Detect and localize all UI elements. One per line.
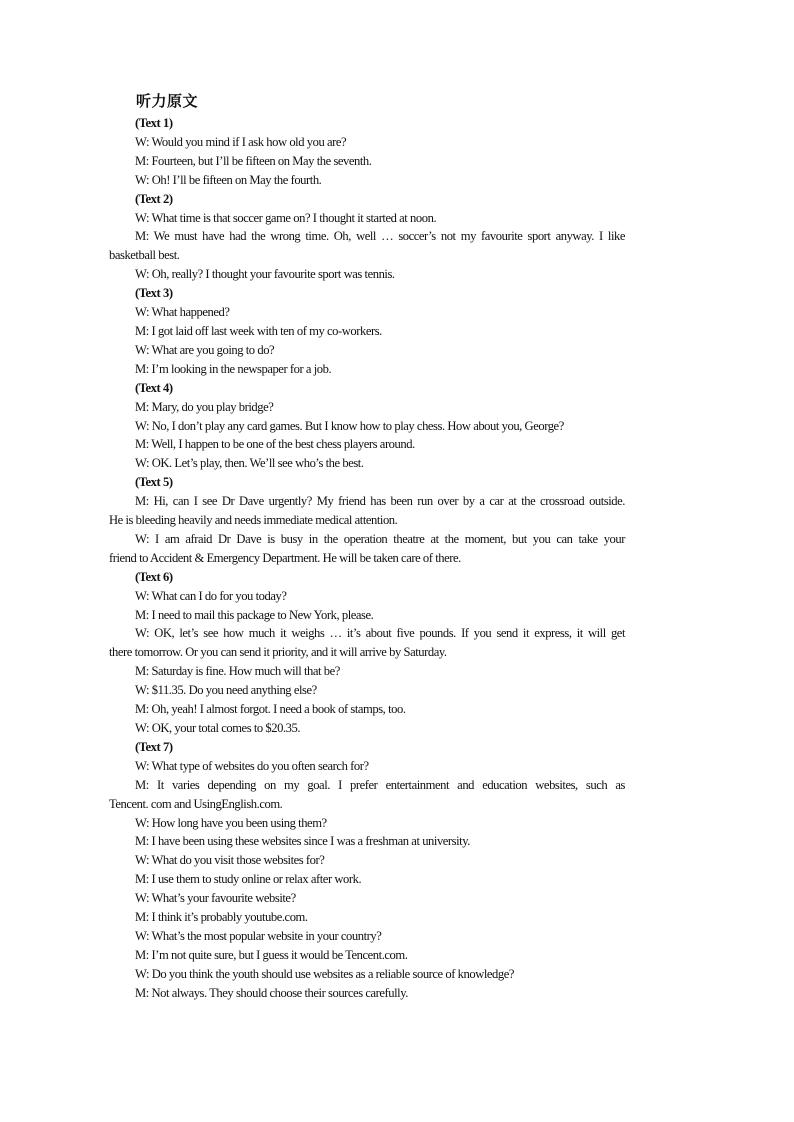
dialogue-line: M: Oh, yeah! I almost forgot. I need a book of stamps, too. [135, 702, 406, 717]
section-heading: (Text 1) [135, 116, 173, 130]
dialogue-line-continuation: friend to Accident & Emergency Department. He will be taken care of there. [109, 550, 461, 565]
dialogue-line: W: OK, let’s see how much it weighs … it’s about five pounds. If you send it express, it will get [135, 626, 625, 641]
dialogue-line-continuation: Tencent. com and UsingEnglish.com. [109, 796, 283, 811]
dialogue-line: W: Oh! I’ll be fifteen on May the fourth. [135, 172, 322, 187]
dialogue-line: W: What’s your favourite website? [135, 891, 296, 906]
dialogue-line: W: What time is that soccer game on? I thought it started at noon. [135, 210, 437, 225]
dialogue-line-continuation: He is bleeding heavily and needs immediate medical attention. [109, 513, 398, 528]
dialogue-line: M: I think it’s probably youtube.com. [135, 910, 308, 925]
dialogue-line: M: Hi, can I see Dr Dave urgently? My friend has been run over by a car at the crossroad outside. [135, 494, 625, 509]
dialogue-line: M: I’m looking in the newspaper for a job. [135, 361, 332, 376]
dialogue-line: W: Oh, really? I thought your favourite sport was tennis. [135, 267, 395, 282]
dialogue-line: M: Well, I happen to be one of the best chess players around. [135, 437, 415, 452]
dialogue-line: W: What are you going to do? [135, 342, 275, 357]
transcript-body [109, 114, 625, 1003]
dialogue-line: M: I’m not quite sure, but I guess it would be Tencent.com. [135, 947, 408, 962]
section-heading: (Text 6) [135, 569, 173, 584]
dialogue-line: W: $11.35. Do you need anything else? [135, 683, 317, 698]
dialogue-line: W: What happened? [135, 305, 230, 320]
dialogue-line: W: What’s the most popular website in your country? [135, 928, 382, 943]
dialogue-line: M: We must have had the wrong time. Oh, well … soccer’s not my favourite sport anyway. I like [135, 229, 625, 244]
dialogue-line: W: No, I don’t play any card games. But I know how to play chess. How about you, George? [135, 418, 564, 433]
dialogue-line: W: OK. Let’s play, then. We’ll see who’s the best. [135, 456, 364, 471]
dialogue-line: W: What do you visit those websites for? [135, 853, 325, 868]
section-heading: (Text 7) [135, 739, 173, 754]
dialogue-line: W: I am afraid Dr Dave is busy in the operation theatre at the moment, but you can take your [135, 531, 625, 546]
dialogue-line: M: Fourteen, but I’ll be fifteen on May the seventh. [135, 153, 372, 168]
section-heading: (Text 5) [135, 475, 173, 490]
dialogue-line: M: Saturday is fine. How much will that be? [135, 664, 340, 679]
dialogue-line: W: What type of websites do you often search for? [135, 758, 369, 773]
dialogue-line-continuation: basketball best. [109, 248, 180, 263]
dialogue-line: W: What can I do for you today? [135, 588, 287, 603]
dialogue-line: M: I need to mail this package to New York, please. [135, 607, 374, 622]
dialogue-line: W: Would you mind if I ask how old you are? [135, 134, 347, 149]
dialogue-line: W: Do you think the youth should use websites as a reliable source of knowledge? [135, 966, 515, 981]
section-heading: (Text 2) [135, 191, 173, 206]
dialogue-line: M: It varies depending on my goal. I prefer entertainment and education websites, such as [135, 777, 625, 792]
section-heading: (Text 3) [135, 286, 173, 301]
dialogue-line: M: I have been using these websites since I was a freshman at university. [135, 834, 470, 849]
dialogue-line: W: How long have you been using them? [135, 815, 327, 830]
page-title: 听力原文 [136, 92, 199, 110]
dialogue-line-continuation: there tomorrow. Or you can send it priority, and it will arrive by Saturday. [109, 645, 447, 660]
dialogue-line: M: I got laid off last week with ten of my co-workers. [135, 323, 382, 338]
dialogue-line: M: Mary, do you play bridge? [135, 399, 274, 414]
dialogue-line: M: Not always. They should choose their sources carefully. [135, 985, 408, 1000]
section-heading: (Text 4) [135, 380, 173, 395]
dialogue-line: W: OK, your total comes to $20.35. [135, 721, 301, 735]
dialogue-line: M: I use them to study online or relax after work. [135, 872, 362, 887]
